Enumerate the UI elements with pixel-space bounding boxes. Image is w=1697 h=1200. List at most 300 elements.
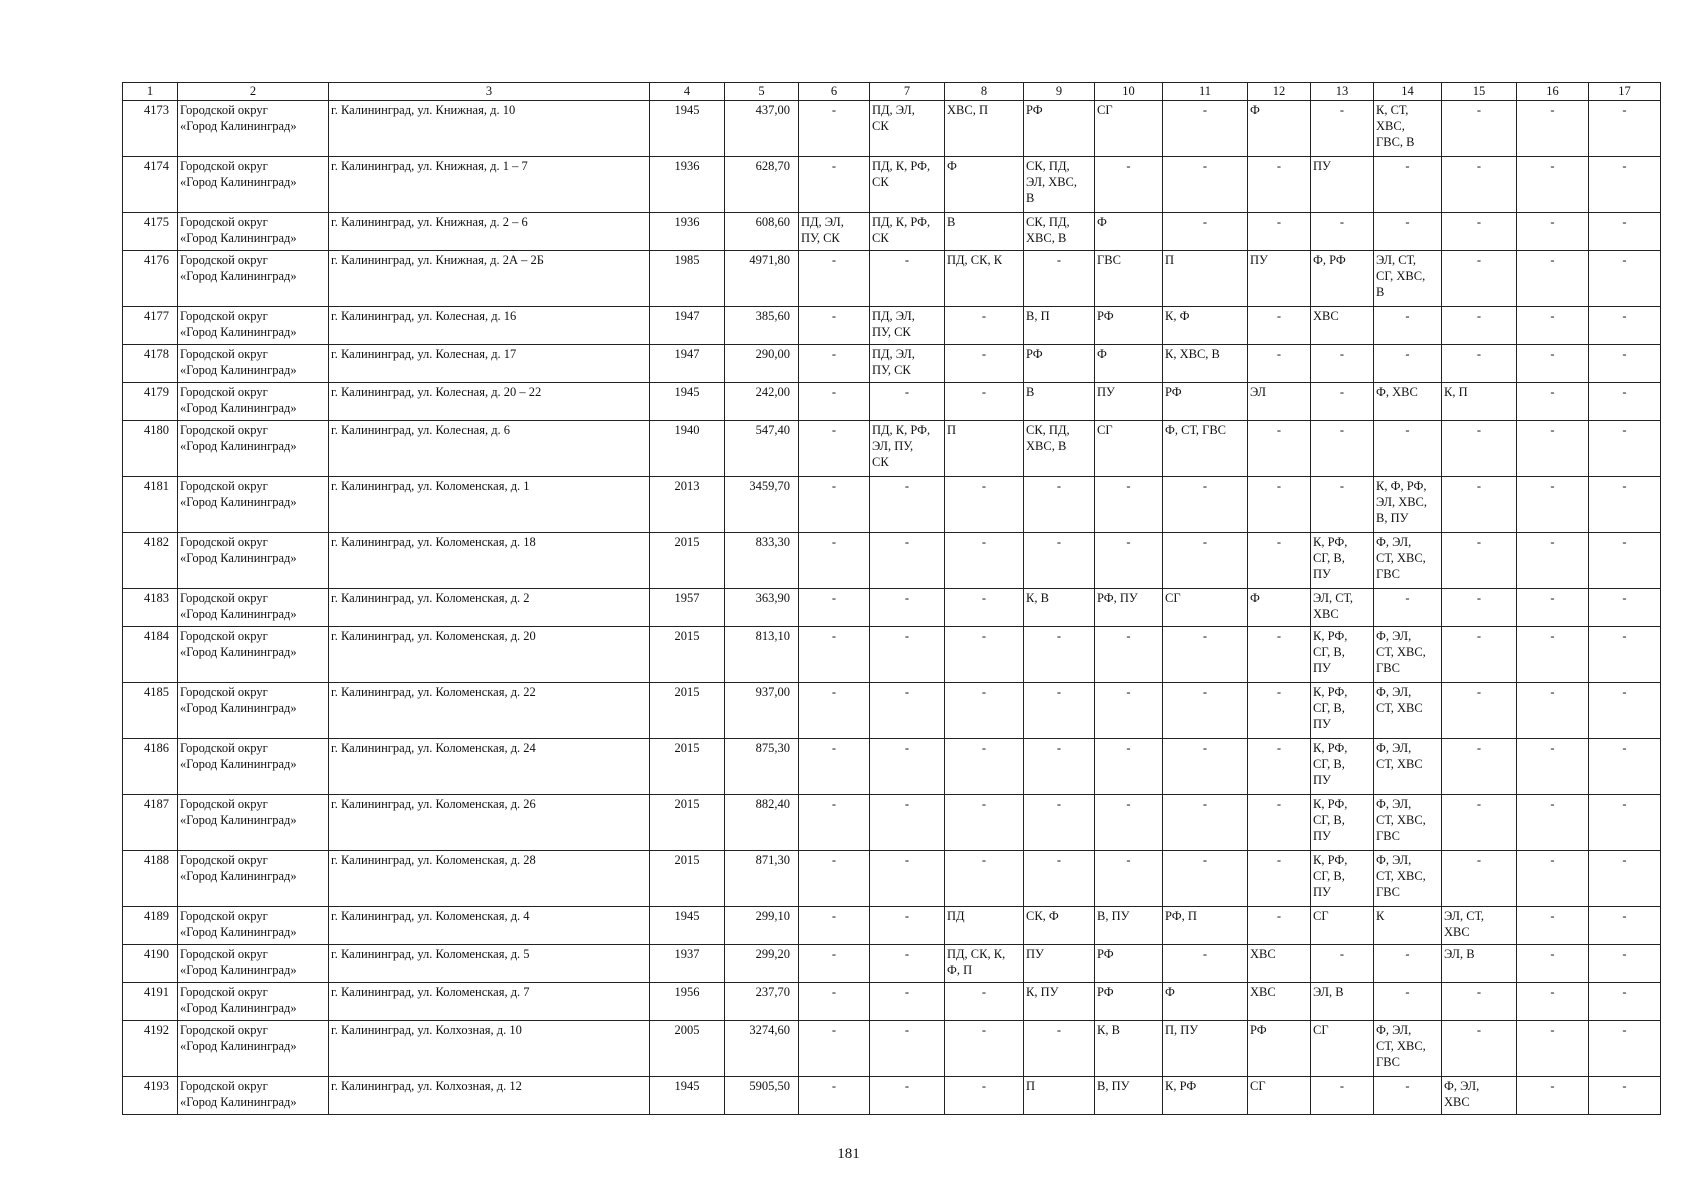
col-10-cell: В, ПУ	[1095, 1077, 1163, 1115]
col-14-cell: Ф, ЭЛ, СТ, ХВС, ГВС	[1374, 795, 1442, 851]
col-16-cell: -	[1517, 101, 1589, 157]
municipality-cell: Городской округ «Город Калининград»	[178, 307, 329, 345]
col-8-cell: ПД, СК, К, Ф, П	[945, 945, 1024, 983]
col-14-cell: К	[1374, 907, 1442, 945]
col-8-cell: -	[945, 307, 1024, 345]
col-9-cell: РФ	[1024, 345, 1095, 383]
column-header: 12	[1248, 83, 1311, 101]
col-13-cell: К, РФ, СГ, В, ПУ	[1311, 795, 1374, 851]
area-cell: 608,60	[725, 213, 799, 251]
area-cell: 385,60	[725, 307, 799, 345]
col-17-cell: -	[1589, 739, 1661, 795]
col-7-cell: -	[870, 907, 945, 945]
area-cell: 628,70	[725, 157, 799, 213]
col-10-cell: РФ	[1095, 983, 1163, 1021]
row-number-cell: 4182	[123, 533, 178, 589]
col-16-cell: -	[1517, 1021, 1589, 1077]
col-17-cell: -	[1589, 683, 1661, 739]
col-15-cell: -	[1442, 213, 1517, 251]
col-10-cell: -	[1095, 683, 1163, 739]
year-built-cell: 1947	[650, 307, 725, 345]
column-header: 14	[1374, 83, 1442, 101]
col-9-cell: РФ	[1024, 101, 1095, 157]
col-12-cell: -	[1248, 683, 1311, 739]
col-7-cell: -	[870, 251, 945, 307]
col-9-cell: СК, ПД, ХВС, В	[1024, 213, 1095, 251]
col-14-cell: Ф, ЭЛ, СТ, ХВС, ГВС	[1374, 1021, 1442, 1077]
col-11-cell: К, РФ	[1163, 1077, 1248, 1115]
year-built-cell: 1945	[650, 1077, 725, 1115]
col-10-cell: Ф	[1095, 213, 1163, 251]
col-16-cell: -	[1517, 251, 1589, 307]
col-13-cell: Ф, РФ	[1311, 251, 1374, 307]
address-cell: г. Калининград, ул. Коломенская, д. 28	[329, 851, 650, 907]
col-9-cell: ПУ	[1024, 945, 1095, 983]
municipality-cell: Городской округ «Город Калининград»	[178, 795, 329, 851]
page-number: 181	[837, 1146, 860, 1162]
col-13-cell: СГ	[1311, 907, 1374, 945]
col-7-cell: -	[870, 795, 945, 851]
col-12-cell: -	[1248, 477, 1311, 533]
col-10-cell: -	[1095, 627, 1163, 683]
municipality-cell: Городской округ «Город Калининград»	[178, 1077, 329, 1115]
municipality-cell: Городской округ «Город Калининград»	[178, 1021, 329, 1077]
col-12-cell: -	[1248, 907, 1311, 945]
address-cell: г. Калининград, ул. Коломенская, д. 22	[329, 683, 650, 739]
col-6-cell: -	[799, 683, 870, 739]
area-cell: 437,00	[725, 101, 799, 157]
col-6-cell: -	[799, 739, 870, 795]
col-8-cell: -	[945, 739, 1024, 795]
col-15-cell: -	[1442, 533, 1517, 589]
area-cell: 237,70	[725, 983, 799, 1021]
col-17-cell: -	[1589, 851, 1661, 907]
area-cell: 242,00	[725, 383, 799, 421]
col-10-cell: В, ПУ	[1095, 907, 1163, 945]
col-13-cell: -	[1311, 213, 1374, 251]
col-17-cell: -	[1589, 345, 1661, 383]
col-13-cell: ЭЛ, В	[1311, 983, 1374, 1021]
table-row	[123, 983, 1661, 1021]
col-6-cell: -	[799, 421, 870, 477]
col-13-cell: -	[1311, 945, 1374, 983]
col-8-cell: Ф	[945, 157, 1024, 213]
col-8-cell: ХВС, П	[945, 101, 1024, 157]
col-15-cell: -	[1442, 251, 1517, 307]
header-row	[123, 83, 1661, 101]
col-6-cell: -	[799, 157, 870, 213]
area-cell: 3274,60	[725, 1021, 799, 1077]
municipality-cell: Городской округ «Город Калининград»	[178, 627, 329, 683]
col-6-cell: -	[799, 795, 870, 851]
column-header: 3	[329, 83, 650, 101]
row-number-cell: 4188	[123, 851, 178, 907]
area-cell: 813,10	[725, 627, 799, 683]
col-17-cell: -	[1589, 589, 1661, 627]
column-header: 1	[123, 83, 178, 101]
municipality-cell: Городской округ «Город Калининград»	[178, 739, 329, 795]
col-8-cell: -	[945, 1077, 1024, 1115]
col-7-cell: ПД, К, РФ, СК	[870, 157, 945, 213]
col-9-cell: -	[1024, 477, 1095, 533]
municipality-cell: Городской округ «Город Калининград»	[178, 101, 329, 157]
col-16-cell: -	[1517, 627, 1589, 683]
col-9-cell: К, ПУ	[1024, 983, 1095, 1021]
area-cell: 299,10	[725, 907, 799, 945]
col-12-cell: -	[1248, 157, 1311, 213]
col-14-cell: Ф, ЭЛ, СТ, ХВС	[1374, 739, 1442, 795]
col-7-cell: -	[870, 739, 945, 795]
col-6-cell: -	[799, 345, 870, 383]
col-17-cell: -	[1589, 101, 1661, 157]
col-13-cell: К, РФ, СГ, В, ПУ	[1311, 627, 1374, 683]
col-15-cell: -	[1442, 739, 1517, 795]
col-11-cell: СГ	[1163, 589, 1248, 627]
col-6-cell: -	[799, 307, 870, 345]
col-14-cell: -	[1374, 589, 1442, 627]
col-11-cell: П, ПУ	[1163, 1021, 1248, 1077]
col-15-cell: Ф, ЭЛ, ХВС	[1442, 1077, 1517, 1115]
address-cell: г. Калининград, ул. Колесная, д. 16	[329, 307, 650, 345]
col-10-cell: К, В	[1095, 1021, 1163, 1077]
col-9-cell: СК, ПД, ЭЛ, ХВС, В	[1024, 157, 1095, 213]
col-12-cell: РФ	[1248, 1021, 1311, 1077]
col-13-cell: К, РФ, СГ, В, ПУ	[1311, 683, 1374, 739]
col-17-cell: -	[1589, 795, 1661, 851]
col-13-cell: -	[1311, 1077, 1374, 1115]
col-16-cell: -	[1517, 307, 1589, 345]
col-13-cell: -	[1311, 345, 1374, 383]
table-row	[123, 533, 1661, 589]
address-cell: г. Калининград, ул. Коломенская, д. 5	[329, 945, 650, 983]
col-17-cell: -	[1589, 213, 1661, 251]
col-17-cell: -	[1589, 251, 1661, 307]
col-7-cell: ПД, К, РФ, СК	[870, 213, 945, 251]
col-6-cell: -	[799, 589, 870, 627]
col-7-cell: -	[870, 1077, 945, 1115]
col-12-cell: Ф	[1248, 101, 1311, 157]
col-7-cell: -	[870, 383, 945, 421]
col-11-cell: РФ	[1163, 383, 1248, 421]
municipality-cell: Городской округ «Город Калининград»	[178, 589, 329, 627]
area-cell: 290,00	[725, 345, 799, 383]
col-8-cell: -	[945, 345, 1024, 383]
col-8-cell: ПД	[945, 907, 1024, 945]
col-10-cell: -	[1095, 477, 1163, 533]
year-built-cell: 1937	[650, 945, 725, 983]
address-cell: г. Калининград, ул. Коломенская, д. 24	[329, 739, 650, 795]
col-16-cell: -	[1517, 851, 1589, 907]
col-11-cell: -	[1163, 101, 1248, 157]
col-14-cell: Ф, ХВС	[1374, 383, 1442, 421]
col-12-cell: -	[1248, 421, 1311, 477]
table-row	[123, 589, 1661, 627]
col-16-cell: -	[1517, 533, 1589, 589]
year-built-cell: 2015	[650, 795, 725, 851]
municipality-cell: Городской округ «Город Калининград»	[178, 383, 329, 421]
col-7-cell: -	[870, 1021, 945, 1077]
col-17-cell: -	[1589, 383, 1661, 421]
col-12-cell: -	[1248, 533, 1311, 589]
area-cell: 547,40	[725, 421, 799, 477]
municipality-cell: Городской округ «Город Калининград»	[178, 345, 329, 383]
col-7-cell: -	[870, 683, 945, 739]
col-13-cell: -	[1311, 421, 1374, 477]
col-11-cell: -	[1163, 851, 1248, 907]
address-cell: г. Калининград, ул. Коломенская, д. 26	[329, 795, 650, 851]
year-built-cell: 1947	[650, 345, 725, 383]
col-12-cell: -	[1248, 851, 1311, 907]
col-7-cell: ПД, К, РФ, ЭЛ, ПУ, СК	[870, 421, 945, 477]
table-row	[123, 945, 1661, 983]
col-6-cell: -	[799, 1077, 870, 1115]
column-header: 10	[1095, 83, 1163, 101]
col-14-cell: -	[1374, 157, 1442, 213]
col-11-cell: -	[1163, 213, 1248, 251]
col-10-cell: ПУ	[1095, 383, 1163, 421]
col-6-cell: ПД, ЭЛ, ПУ, СК	[799, 213, 870, 251]
year-built-cell: 1936	[650, 157, 725, 213]
municipality-cell: Городской округ «Город Калининград»	[178, 851, 329, 907]
col-6-cell: -	[799, 907, 870, 945]
col-15-cell: -	[1442, 851, 1517, 907]
column-header: 2	[178, 83, 329, 101]
col-10-cell: РФ, ПУ	[1095, 589, 1163, 627]
col-16-cell: -	[1517, 157, 1589, 213]
column-header: 11	[1163, 83, 1248, 101]
table-row	[123, 101, 1661, 157]
table-row	[123, 477, 1661, 533]
table-row	[123, 157, 1661, 213]
col-17-cell: -	[1589, 157, 1661, 213]
col-7-cell: ПД, ЭЛ, СК	[870, 101, 945, 157]
municipality-cell: Городской округ «Город Калининград»	[178, 477, 329, 533]
col-16-cell: -	[1517, 383, 1589, 421]
row-number-cell: 4177	[123, 307, 178, 345]
col-14-cell: -	[1374, 213, 1442, 251]
row-number-cell: 4181	[123, 477, 178, 533]
col-9-cell: -	[1024, 851, 1095, 907]
col-8-cell: -	[945, 683, 1024, 739]
col-14-cell: К, СТ, ХВС, ГВС, В	[1374, 101, 1442, 157]
col-11-cell: К, Ф	[1163, 307, 1248, 345]
col-8-cell: -	[945, 383, 1024, 421]
col-10-cell: СГ	[1095, 421, 1163, 477]
col-14-cell: -	[1374, 1077, 1442, 1115]
col-16-cell: -	[1517, 983, 1589, 1021]
municipality-cell: Городской округ «Город Калининград»	[178, 157, 329, 213]
year-built-cell: 1956	[650, 983, 725, 1021]
col-6-cell: -	[799, 983, 870, 1021]
address-cell: г. Калининград, ул. Книжная, д. 2А – 2Б	[329, 251, 650, 307]
col-13-cell: ХВС	[1311, 307, 1374, 345]
col-14-cell: К, Ф, РФ, ЭЛ, ХВС, В, ПУ	[1374, 477, 1442, 533]
col-17-cell: -	[1589, 1077, 1661, 1115]
col-9-cell: К, В	[1024, 589, 1095, 627]
col-12-cell: -	[1248, 739, 1311, 795]
row-number-cell: 4179	[123, 383, 178, 421]
year-built-cell: 1940	[650, 421, 725, 477]
col-7-cell: -	[870, 477, 945, 533]
col-11-cell: -	[1163, 945, 1248, 983]
row-number-cell: 4173	[123, 101, 178, 157]
col-17-cell: -	[1589, 907, 1661, 945]
col-9-cell: В	[1024, 383, 1095, 421]
col-17-cell: -	[1589, 1021, 1661, 1077]
col-17-cell: -	[1589, 945, 1661, 983]
address-cell: г. Калининград, ул. Коломенская, д. 4	[329, 907, 650, 945]
col-11-cell: Ф	[1163, 983, 1248, 1021]
col-9-cell: В, П	[1024, 307, 1095, 345]
col-8-cell: -	[945, 589, 1024, 627]
col-9-cell: СК, Ф	[1024, 907, 1095, 945]
area-cell: 363,90	[725, 589, 799, 627]
col-11-cell: -	[1163, 533, 1248, 589]
col-15-cell: -	[1442, 157, 1517, 213]
col-6-cell: -	[799, 383, 870, 421]
municipality-cell: Городской округ «Город Калининград»	[178, 533, 329, 589]
address-cell: г. Калининград, ул. Колесная, д. 17	[329, 345, 650, 383]
year-built-cell: 1936	[650, 213, 725, 251]
col-15-cell: ЭЛ, В	[1442, 945, 1517, 983]
address-cell: г. Калининград, ул. Колесная, д. 20 – 22	[329, 383, 650, 421]
table-row	[123, 683, 1661, 739]
address-cell: г. Калининград, ул. Колхозная, д. 12	[329, 1077, 650, 1115]
col-6-cell: -	[799, 851, 870, 907]
col-15-cell: ЭЛ, СТ, ХВС	[1442, 907, 1517, 945]
row-number-cell: 4180	[123, 421, 178, 477]
area-cell: 937,00	[725, 683, 799, 739]
col-7-cell: -	[870, 945, 945, 983]
col-7-cell: -	[870, 589, 945, 627]
col-16-cell: -	[1517, 907, 1589, 945]
address-cell: г. Калининград, ул. Колесная, д. 6	[329, 421, 650, 477]
col-11-cell: -	[1163, 795, 1248, 851]
col-13-cell: -	[1311, 383, 1374, 421]
year-built-cell: 2015	[650, 851, 725, 907]
col-12-cell: Ф	[1248, 589, 1311, 627]
col-7-cell: -	[870, 851, 945, 907]
table-row	[123, 213, 1661, 251]
column-header: 5	[725, 83, 799, 101]
col-7-cell: -	[870, 627, 945, 683]
col-6-cell: -	[799, 101, 870, 157]
municipality-cell: Городской округ «Город Калининград»	[178, 907, 329, 945]
col-11-cell: Ф, СТ, ГВС	[1163, 421, 1248, 477]
col-12-cell: ПУ	[1248, 251, 1311, 307]
col-14-cell: Ф, ЭЛ, СТ, ХВС	[1374, 683, 1442, 739]
area-cell: 5905,50	[725, 1077, 799, 1115]
col-8-cell: -	[945, 983, 1024, 1021]
col-11-cell: РФ, П	[1163, 907, 1248, 945]
table-row	[123, 383, 1661, 421]
column-header: 16	[1517, 83, 1589, 101]
row-number-cell: 4192	[123, 1021, 178, 1077]
col-8-cell: -	[945, 533, 1024, 589]
col-14-cell: -	[1374, 945, 1442, 983]
column-header: 6	[799, 83, 870, 101]
col-17-cell: -	[1589, 307, 1661, 345]
col-13-cell: -	[1311, 101, 1374, 157]
col-7-cell: -	[870, 983, 945, 1021]
col-15-cell: -	[1442, 627, 1517, 683]
year-built-cell: 1945	[650, 101, 725, 157]
year-built-cell: 2015	[650, 739, 725, 795]
row-number-cell: 4175	[123, 213, 178, 251]
row-number-cell: 4184	[123, 627, 178, 683]
row-number-cell: 4193	[123, 1077, 178, 1115]
col-6-cell: -	[799, 627, 870, 683]
col-16-cell: -	[1517, 421, 1589, 477]
table-row	[123, 907, 1661, 945]
col-11-cell: -	[1163, 627, 1248, 683]
municipality-cell: Городской округ «Город Калининград»	[178, 213, 329, 251]
col-11-cell: -	[1163, 683, 1248, 739]
col-8-cell: -	[945, 477, 1024, 533]
col-11-cell: -	[1163, 157, 1248, 213]
col-13-cell: -	[1311, 477, 1374, 533]
municipality-cell: Городской округ «Город Калининград»	[178, 983, 329, 1021]
col-9-cell: -	[1024, 795, 1095, 851]
col-10-cell: -	[1095, 739, 1163, 795]
col-12-cell: ХВС	[1248, 983, 1311, 1021]
col-13-cell: К, РФ, СГ, В, ПУ	[1311, 533, 1374, 589]
col-14-cell: Ф, ЭЛ, СТ, ХВС, ГВС	[1374, 851, 1442, 907]
col-8-cell: -	[945, 851, 1024, 907]
column-header: 17	[1589, 83, 1661, 101]
col-14-cell: -	[1374, 983, 1442, 1021]
table-row	[123, 345, 1661, 383]
area-cell: 833,30	[725, 533, 799, 589]
table-row	[123, 1021, 1661, 1077]
col-16-cell: -	[1517, 213, 1589, 251]
col-15-cell: -	[1442, 307, 1517, 345]
col-11-cell: -	[1163, 477, 1248, 533]
col-15-cell: -	[1442, 795, 1517, 851]
col-10-cell: -	[1095, 157, 1163, 213]
col-9-cell: -	[1024, 533, 1095, 589]
col-16-cell: -	[1517, 345, 1589, 383]
col-13-cell: К, РФ, СГ, В, ПУ	[1311, 851, 1374, 907]
address-cell: г. Калининград, ул. Коломенская, д. 20	[329, 627, 650, 683]
year-built-cell: 1945	[650, 383, 725, 421]
col-12-cell: СГ	[1248, 1077, 1311, 1115]
col-10-cell: -	[1095, 795, 1163, 851]
address-cell: г. Калининград, ул. Коломенская, д. 18	[329, 533, 650, 589]
municipality-cell: Городской округ «Город Калининград»	[178, 945, 329, 983]
col-15-cell: К, П	[1442, 383, 1517, 421]
col-8-cell: -	[945, 627, 1024, 683]
table-row	[123, 851, 1661, 907]
row-number-cell: 4185	[123, 683, 178, 739]
municipality-cell: Городской округ «Город Калининград»	[178, 683, 329, 739]
year-built-cell: 2015	[650, 533, 725, 589]
row-number-cell: 4187	[123, 795, 178, 851]
area-cell: 299,20	[725, 945, 799, 983]
col-9-cell: -	[1024, 251, 1095, 307]
col-10-cell: -	[1095, 851, 1163, 907]
col-15-cell: -	[1442, 1021, 1517, 1077]
col-7-cell: ПД, ЭЛ, ПУ, СК	[870, 307, 945, 345]
col-9-cell: -	[1024, 1021, 1095, 1077]
year-built-cell: 1945	[650, 907, 725, 945]
row-number-cell: 4183	[123, 589, 178, 627]
col-14-cell: ЭЛ, СТ, СГ, ХВС, В	[1374, 251, 1442, 307]
address-cell: г. Калининград, ул. Книжная, д. 1 – 7	[329, 157, 650, 213]
col-14-cell: Ф, ЭЛ, СТ, ХВС, ГВС	[1374, 533, 1442, 589]
col-8-cell: -	[945, 1021, 1024, 1077]
area-cell: 871,30	[725, 851, 799, 907]
